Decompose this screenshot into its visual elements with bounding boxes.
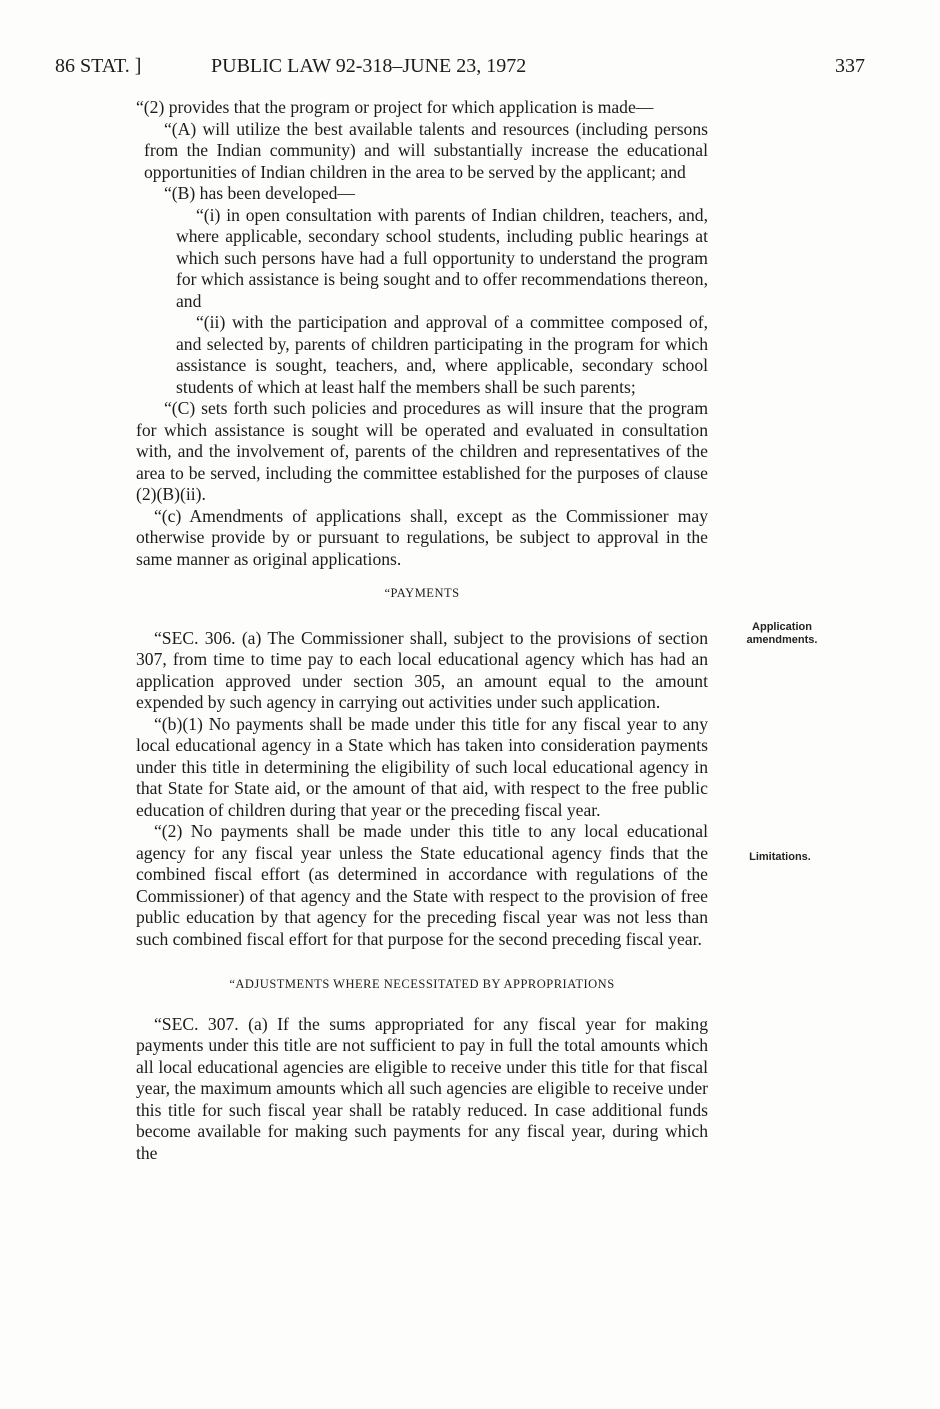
header-page-number: 337 bbox=[835, 55, 865, 77]
heading-payments: “PAYMENTS bbox=[384, 586, 460, 600]
paragraph-clause-B: “(B) has been developed— bbox=[164, 183, 356, 203]
heading-adjustments: “ADJUSTMENTS WHERE NECESSITATED BY APPROPRIATIONS bbox=[229, 977, 615, 991]
paragraph-sec-307-a: “SEC. 307. (a) If the sums appropriated for any fiscal year for making payments under this title are not sufficient to pay in full the total amounts which all local educational agencies are eligible to receive under this title for that fiscal year, the maximum amounts which all such agencies are eligible to receive under this title for such fiscal year shall be ratably reduced. In case additional funds become available for making such payments for any fiscal year, during which the bbox=[136, 1013, 708, 1163]
margin-note-limitations: Limitations. bbox=[749, 851, 811, 863]
paragraph-clause-C: “(C) sets forth such policies and procedures as will insure that the program for which assistance is sought will be operated and evaluated in consultation with, and the involvement of, parents of the children and representatives of the area to be served, including the committee established for the purposes of clause (2)(B)(ii). bbox=[136, 398, 708, 504]
header-public-law-title: PUBLIC LAW 92-318–JUNE 23, 1972 bbox=[211, 55, 527, 77]
paragraph-c-amendments: “(c) Amendments of applications shall, except as the Commissioner may otherwise provide by or pursuant to regulations, be subject to approval in the same manner as original applications. bbox=[136, 505, 708, 569]
margin-note-application-amendments bbox=[732, 621, 832, 647]
paragraph-subclause-ii: “(ii) with the participation and approval of a committee composed of, and selected by, parents of children participating in the program for which assistance is sought, teachers, and, where applicable, secondary school students of which at least half the members shall be such parents; bbox=[176, 312, 708, 397]
header-volume-citation: 86 STAT. ] bbox=[55, 55, 142, 77]
margin-note-line-2: amendments. bbox=[746, 634, 818, 646]
body-text bbox=[136, 97, 708, 1164]
paragraph-sec-306-b-1: “(b)(1) No payments shall be made under this title for any fiscal year to any local educational agency in a State which has taken into consideration payments under this title in determining the eligibility of such local educational agency in that State for State aid, or the amount of that aid, with respect to the free public education of children during that year or the preceding fiscal year. bbox=[136, 713, 708, 820]
paragraph-subclause-i: “(i) in open consultation with parents of Indian children, teachers, and, where applicable, secondary school students, including public hearings at which such persons have had a full opportunity to understand the program for which assistance is being sought and to offer recommendations thereon, and bbox=[176, 204, 708, 311]
paragraph-2-provides: “(2) provides that the program or project for which application is made— bbox=[136, 97, 654, 117]
paragraph-sec-306-a: “SEC. 306. (a) The Commissioner shall, subject to the provisions of section 307, from time to time pay to each local educational agency which has had an application approved under section 305, an amount equal to the amount expended by such agency in carrying out activities under such application. bbox=[136, 627, 708, 712]
paragraph-sec-306-b-2: “(2) No payments shall be made under this title to any local educational agency for any fiscal year unless the State educational agency finds that the combined fiscal effort (as determined in accordance with regulations of the Commissioner) of that agency and the State with respect to the provision of free public education by that agency for the preceding fiscal year was not less than such combined fiscal effort for that purpose for the second preceding fiscal year. bbox=[136, 821, 708, 949]
page-header bbox=[55, 55, 865, 85]
paragraph-clause-A: “(A) will utilize the best available talents and resources (including persons from the Indian community) and will substantially increase the educational opportunities of Indian children in the area to be served by the applicant; and bbox=[144, 118, 708, 182]
margin-note-line-1: Application bbox=[752, 621, 812, 633]
